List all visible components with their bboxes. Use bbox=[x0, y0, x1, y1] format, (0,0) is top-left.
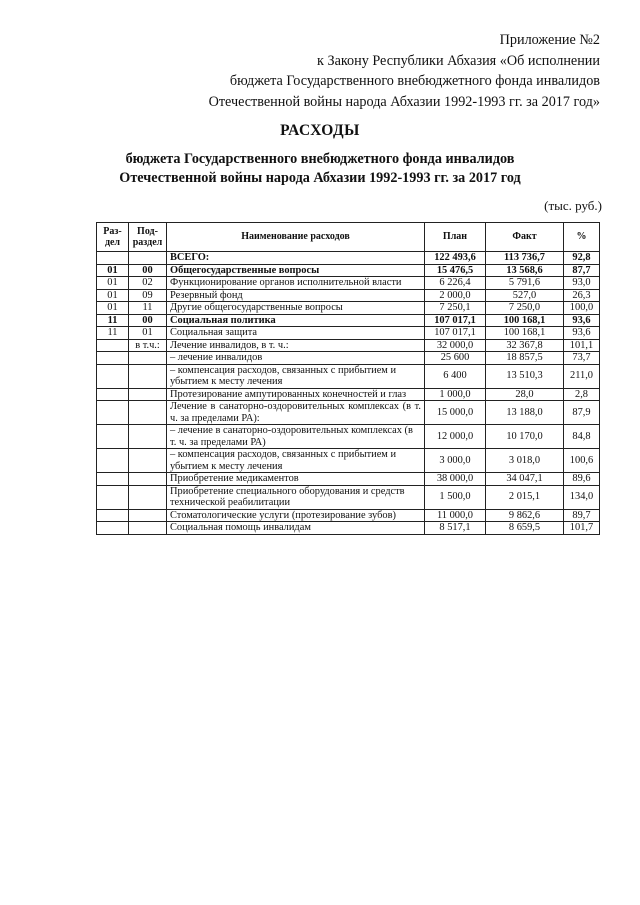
annex-line-2: бюджета Государственного внебюджетного фонда инвалидов bbox=[229, 73, 600, 89]
cell-subsection: 11 bbox=[129, 302, 167, 315]
table-row bbox=[97, 473, 600, 486]
cell-subsection bbox=[129, 401, 167, 425]
cell-section: 01 bbox=[97, 302, 129, 315]
cell-fact: 527,0 bbox=[486, 289, 564, 302]
table-row bbox=[97, 401, 600, 425]
cell-subsection bbox=[129, 449, 167, 473]
cell-percent: 84,8 bbox=[564, 425, 600, 449]
table-header-row bbox=[97, 223, 600, 252]
cell-section bbox=[97, 352, 129, 365]
cell-plan: 7 250,1 bbox=[425, 302, 486, 315]
cell-section bbox=[97, 364, 129, 388]
cell-name: Социальная помощь инвалидам bbox=[167, 522, 425, 535]
table-row bbox=[97, 388, 600, 401]
cell-subsection bbox=[129, 473, 167, 486]
cell-fact: 13 510,3 bbox=[486, 364, 564, 388]
cell-percent: 92,8 bbox=[564, 252, 600, 265]
cell-section bbox=[97, 522, 129, 535]
cell-plan: 15 000,0 bbox=[425, 401, 486, 425]
cell-subsection bbox=[129, 522, 167, 535]
cell-plan: 6 226,4 bbox=[425, 277, 486, 290]
table-row bbox=[97, 509, 600, 522]
cell-fact: 100 168,1 bbox=[486, 327, 564, 340]
cell-section bbox=[97, 388, 129, 401]
cell-plan: 6 400 bbox=[425, 364, 486, 388]
table-row bbox=[97, 327, 600, 340]
cell-subsection: 00 bbox=[129, 314, 167, 327]
column-header-percent: % bbox=[564, 223, 600, 252]
cell-percent: 93,0 bbox=[564, 277, 600, 290]
cell-name: Социальная защита bbox=[167, 327, 425, 340]
cell-name: Функционирование органов исполнительной власти bbox=[167, 277, 425, 290]
cell-percent: 100,6 bbox=[564, 449, 600, 473]
cell-percent: 87,9 bbox=[564, 401, 600, 425]
cell-section bbox=[97, 449, 129, 473]
cell-fact: 28,0 bbox=[486, 388, 564, 401]
column-header-fact: Факт bbox=[486, 223, 564, 252]
expenses-table bbox=[96, 222, 600, 535]
cell-fact: 13 568,6 bbox=[486, 264, 564, 277]
cell-name: – компенсация расходов, связанных с прибытием и убытием к месту лечения bbox=[167, 364, 425, 388]
cell-subsection bbox=[129, 485, 167, 509]
cell-plan: 3 000,0 bbox=[425, 449, 486, 473]
cell-section bbox=[97, 509, 129, 522]
cell-subsection: 01 bbox=[129, 327, 167, 340]
cell-plan: 1 000,0 bbox=[425, 388, 486, 401]
cell-percent: 100,0 bbox=[564, 302, 600, 315]
cell-name: – компенсация расходов, связанных с прибытием и убытием к месту лечения bbox=[167, 449, 425, 473]
cell-name: Лечение в санаторно-оздоровительных комплексах (в т. ч. за пределами РА): bbox=[167, 401, 425, 425]
table-row bbox=[97, 449, 600, 473]
cell-percent: 101,1 bbox=[564, 339, 600, 352]
document-title: РАСХОДЫ bbox=[280, 122, 360, 139]
cell-name: Резервный фонд bbox=[167, 289, 425, 302]
cell-section: 01 bbox=[97, 264, 129, 277]
cell-section: 11 bbox=[97, 327, 129, 340]
cell-percent: 134,0 bbox=[564, 485, 600, 509]
cell-fact: 8 659,5 bbox=[486, 522, 564, 535]
cell-fact: 18 857,5 bbox=[486, 352, 564, 365]
cell-percent: 211,0 bbox=[564, 364, 600, 388]
cell-plan: 15 476,5 bbox=[425, 264, 486, 277]
cell-name: Другие общегосударственные вопросы bbox=[167, 302, 425, 315]
cell-section bbox=[97, 425, 129, 449]
cell-name: Приобретение специального оборудования и средств технической реабилитации bbox=[167, 485, 425, 509]
cell-subsection bbox=[129, 509, 167, 522]
annex-line-1: к Закону Республики Абхазия «Об исполнении bbox=[317, 52, 600, 69]
column-header-subsection: Под- раздел bbox=[129, 223, 167, 252]
cell-section: 01 bbox=[97, 277, 129, 290]
cell-section bbox=[97, 473, 129, 486]
table-row bbox=[97, 425, 600, 449]
cell-section: 01 bbox=[97, 289, 129, 302]
cell-name: – лечение в санаторно-оздоровительных комплексах (в т. ч. за пределами РА) bbox=[167, 425, 425, 449]
cell-percent: 73,7 bbox=[564, 352, 600, 365]
cell-percent: 2,8 bbox=[564, 388, 600, 401]
cell-plan: 107 017,1 bbox=[425, 314, 486, 327]
cell-plan: 122 493,6 bbox=[425, 252, 486, 265]
cell-subsection bbox=[129, 388, 167, 401]
cell-section: 11 bbox=[97, 314, 129, 327]
table-row bbox=[97, 302, 600, 315]
cell-fact: 7 250,0 bbox=[486, 302, 564, 315]
cell-plan: 2 000,0 bbox=[425, 289, 486, 302]
cell-subsection bbox=[129, 425, 167, 449]
cell-percent: 89,6 bbox=[564, 473, 600, 486]
cell-subsection bbox=[129, 352, 167, 365]
cell-fact: 32 367,8 bbox=[486, 339, 564, 352]
annex-header bbox=[80, 30, 600, 112]
cell-subsection bbox=[129, 252, 167, 265]
table-row bbox=[97, 314, 600, 327]
table-row bbox=[97, 364, 600, 388]
cell-plan: 107 017,1 bbox=[425, 327, 486, 340]
cell-fact: 2 015,1 bbox=[486, 485, 564, 509]
cell-section bbox=[97, 401, 129, 425]
table-row bbox=[97, 339, 600, 352]
column-header-plan: План bbox=[425, 223, 486, 252]
cell-percent: 93,6 bbox=[564, 314, 600, 327]
cell-section bbox=[97, 339, 129, 352]
document-subtitle bbox=[60, 150, 580, 188]
cell-subsection bbox=[129, 364, 167, 388]
cell-subsection: 02 bbox=[129, 277, 167, 290]
annex-line-3: Отечественной войны народа Абхазии 1992-1993 гг. за 2017 год» bbox=[208, 93, 600, 110]
cell-subsection: 00 bbox=[129, 264, 167, 277]
cell-fact: 100 168,1 bbox=[486, 314, 564, 327]
cell-name: – лечение инвалидов bbox=[167, 352, 425, 365]
table-row bbox=[97, 289, 600, 302]
table-row bbox=[97, 264, 600, 277]
cell-name: Социальная политика bbox=[167, 314, 425, 327]
cell-percent: 89,7 bbox=[564, 509, 600, 522]
cell-section bbox=[97, 485, 129, 509]
cell-section bbox=[97, 252, 129, 265]
cell-plan: 25 600 bbox=[425, 352, 486, 365]
cell-percent: 87,7 bbox=[564, 264, 600, 277]
cell-name: Стоматологические услуги (протезирование зубов) bbox=[167, 509, 425, 522]
cell-fact: 10 170,0 bbox=[486, 425, 564, 449]
cell-fact: 3 018,0 bbox=[486, 449, 564, 473]
cell-percent: 101,7 bbox=[564, 522, 600, 535]
cell-percent: 93,6 bbox=[564, 327, 600, 340]
cell-name: Приобретение медикаментов bbox=[167, 473, 425, 486]
cell-fact: 13 188,0 bbox=[486, 401, 564, 425]
cell-plan: 1 500,0 bbox=[425, 485, 486, 509]
units-label: (тыс. руб.) bbox=[544, 198, 602, 213]
column-header-section: Раз- дел bbox=[97, 223, 129, 252]
cell-fact: 34 047,1 bbox=[486, 473, 564, 486]
annex-title: Приложение №2 bbox=[499, 32, 600, 48]
cell-name: Лечение инвалидов, в т. ч.: bbox=[167, 339, 425, 352]
cell-plan: 8 517,1 bbox=[425, 522, 486, 535]
table-row bbox=[97, 277, 600, 290]
cell-subsection: 09 bbox=[129, 289, 167, 302]
cell-plan: 11 000,0 bbox=[425, 509, 486, 522]
cell-name: ВСЕГО: bbox=[167, 252, 425, 265]
cell-fact: 113 736,7 bbox=[486, 252, 564, 265]
subtitle-line-2: Отечественной войны народа Абхазии 1992-1993 гг. за 2017 год bbox=[119, 170, 521, 186]
table-row bbox=[97, 352, 600, 365]
cell-fact: 5 791,6 bbox=[486, 277, 564, 290]
table-row-total bbox=[97, 252, 600, 265]
cell-plan: 32 000,0 bbox=[425, 339, 486, 352]
cell-name: Протезирование ампутированных конечностей и глаз bbox=[167, 388, 425, 401]
cell-percent: 26,3 bbox=[564, 289, 600, 302]
cell-name: Общегосударственные вопросы bbox=[167, 264, 425, 277]
cell-fact: 9 862,6 bbox=[486, 509, 564, 522]
subtitle-line-1: бюджета Государственного внебюджетного фонда инвалидов bbox=[125, 151, 515, 167]
table-row bbox=[97, 522, 600, 535]
cell-plan: 38 000,0 bbox=[425, 473, 486, 486]
cell-subsection: в т.ч.: bbox=[129, 339, 167, 352]
column-header-name: Наименование расходов bbox=[167, 223, 425, 252]
table-row bbox=[97, 485, 600, 509]
cell-plan: 12 000,0 bbox=[425, 425, 486, 449]
